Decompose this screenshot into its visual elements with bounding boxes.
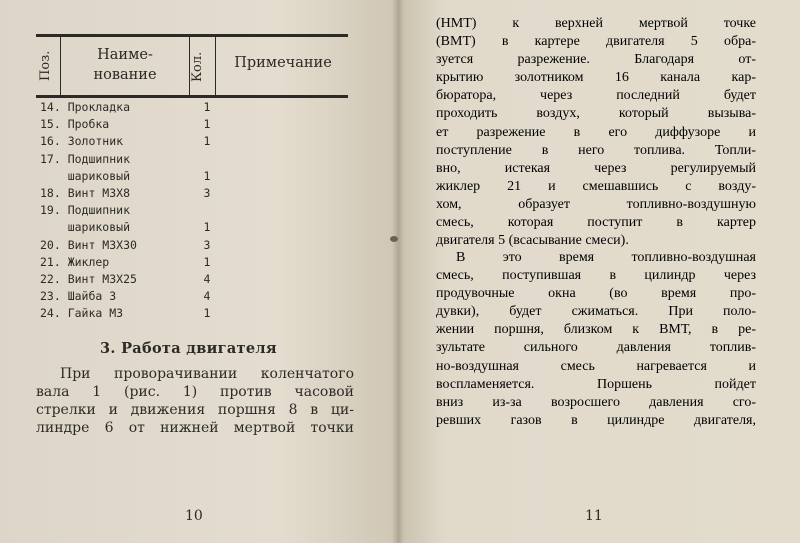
parts-table-body: [40, 100, 340, 323]
part-name: 14. Прокладка: [40, 100, 131, 114]
part-quantity: 3: [203, 237, 211, 252]
table-header: [36, 34, 348, 98]
part-name: 24. Гайка М3: [40, 306, 124, 321]
text-line: При проворачивании коленчатого: [60, 366, 354, 382]
text-line: жении поршня, близком к ВМТ, в ре-: [436, 322, 756, 338]
binding-hole: [390, 236, 398, 242]
text-line: линдре 6 от нижней мертвой точки: [36, 420, 354, 436]
part-name: шариковый: [40, 220, 131, 235]
part-quantity: 4: [203, 271, 211, 286]
part-name: 20. Винт М3Х30: [40, 237, 137, 252]
part-quantity: 1: [203, 168, 211, 183]
page-number-left: 10: [185, 508, 203, 524]
part-name: 19. Подшипник: [40, 203, 131, 218]
column-divider: [60, 37, 61, 95]
text-line: смесь, которая поступит в картер: [436, 215, 756, 231]
left-paragraph: [36, 365, 354, 437]
text-line: вала 1 (рис. 1) против часовой: [36, 384, 354, 400]
text-line: ревших газов в цилиндре двигателя,: [436, 412, 756, 428]
text-line: стрелки и движения поршня 8 в ци-: [36, 402, 354, 418]
text-line: поступление в него топлива. Топли-: [436, 142, 756, 158]
text-line: проходить воздух, который вызыва-: [436, 106, 756, 122]
part-quantity: 1: [203, 117, 211, 132]
part-quantity: 1: [203, 134, 211, 149]
text-line: хом, образует топливно-воздушную: [436, 196, 756, 212]
part-quantity: 4: [203, 289, 211, 304]
text-line: зуется разрежение. Благодаря от-: [436, 52, 756, 68]
section-title: 3. Работа двигателя: [100, 340, 277, 357]
table-row: [40, 203, 340, 220]
column-header-quantity: Кол.: [190, 51, 205, 83]
part-name: 15. Пробка: [40, 117, 110, 132]
part-name: 17. Подшипник: [40, 151, 131, 166]
text-line: вниз из-за возросшего давления сго-: [436, 394, 756, 410]
table-row: [40, 186, 340, 203]
text-line: дувки), будет сжиматься. При поло-: [436, 304, 756, 320]
text-line: вно, истекая через регулируемый: [436, 160, 756, 176]
text-line: крытию золотником 16 канала кар-: [436, 70, 756, 86]
part-name: 21. Жиклер: [40, 254, 110, 269]
table-row: [40, 152, 340, 169]
table-row: [40, 306, 340, 323]
text-line: В это время топливно-воздушная: [456, 250, 756, 265]
column-divider: [215, 37, 216, 95]
text-line: (ВМТ) в картере двигателя 5 обра-: [436, 34, 756, 50]
right-paragraph-2: [436, 249, 756, 430]
text-line: двигателя 5 (всасывание смеси).: [436, 233, 629, 249]
text-line: смесь, поступившая в цилиндр через: [436, 268, 756, 284]
text-line: но-воздушная смесь нагревается и: [436, 358, 756, 374]
part-name: шариковый: [40, 168, 131, 183]
column-header-name: Наиме- нование: [93, 47, 157, 83]
table-row: [40, 220, 340, 237]
text-line: (НМТ) к верхней мертвой точке: [436, 16, 756, 31]
page-number-right: 11: [585, 508, 603, 524]
table-row: [40, 169, 340, 186]
part-name: 22. Винт М3Х25: [40, 271, 137, 286]
text-line: ет разрежение в его диффузоре и: [436, 124, 756, 140]
part-name: 23. Шайба 3: [40, 289, 117, 304]
text-line: жиклер 21 и смешавшись с возду-: [436, 178, 756, 194]
table-row: [40, 238, 340, 255]
table-row: [40, 134, 340, 151]
part-quantity: 1: [203, 220, 211, 235]
part-quantity: 1: [203, 100, 211, 114]
table-row: [40, 255, 340, 272]
table-row: [40, 100, 340, 117]
left-page: [0, 0, 398, 543]
part-name: 16. Золотник: [40, 134, 124, 149]
part-name: 18. Винт М3Х8: [40, 185, 131, 200]
column-header-note: Примечание: [234, 55, 332, 71]
text-line: продувочные окна (во время про-: [436, 286, 756, 302]
part-quantity: 1: [203, 254, 211, 269]
table-row: [40, 289, 340, 306]
text-line: бюратора, через последний будет: [436, 88, 756, 104]
part-quantity: 1: [203, 306, 211, 321]
part-quantity: 3: [203, 185, 211, 200]
book-gutter: [392, 0, 404, 543]
right-paragraph-1: [436, 15, 756, 250]
table-row: [40, 272, 340, 289]
text-line: воспламеняется. Поршень пойдет: [436, 376, 756, 392]
text-line: зультате сильного давления топлив-: [436, 340, 756, 356]
column-header-position: Поз.: [38, 50, 53, 81]
table-row: [40, 117, 340, 134]
